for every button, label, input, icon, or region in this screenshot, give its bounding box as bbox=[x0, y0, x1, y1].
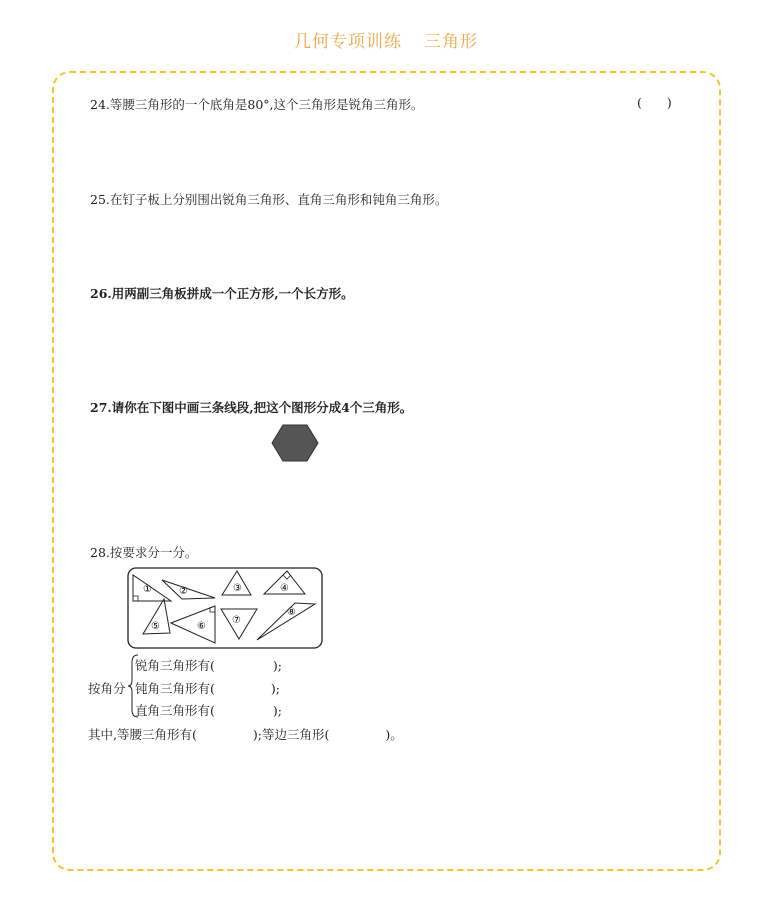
question-24: 24.等腰三角形的一个底角是80°,这个三角形是锐角三角形。 bbox=[90, 97, 424, 112]
page-title bbox=[0, 27, 772, 52]
row-acute-label: 锐角三角形有( bbox=[135, 658, 215, 673]
label-1: ① bbox=[143, 584, 152, 595]
triangle-8 bbox=[257, 603, 315, 640]
row-acute bbox=[135, 656, 282, 674]
row-obtuse bbox=[135, 679, 280, 697]
hexagon-figure[interactable] bbox=[271, 424, 319, 462]
question-27: 27.请你在下图中画三条线段,把这个图形分成4个三角形。 bbox=[90, 400, 413, 415]
row-obtuse-label: 钝角三角形有( bbox=[135, 681, 215, 696]
triangle-2 bbox=[162, 580, 215, 599]
row-right bbox=[135, 701, 282, 719]
label-6: ⑥ bbox=[197, 621, 206, 632]
question-26: 26.用两副三角板拼成一个正方形,一个长方形。 bbox=[90, 286, 354, 301]
triangles-panel bbox=[127, 567, 323, 649]
title-sub: 三角形 bbox=[424, 32, 478, 52]
equilateral-label: );等边三角形( bbox=[252, 727, 330, 742]
question-28: 28.按要求分一分。 bbox=[90, 545, 198, 560]
row-obtuse-close: ); bbox=[270, 681, 280, 696]
question-25: 25.在钉子板上分别围出锐角三角形、直角三角形和钝角三角形。 bbox=[90, 192, 448, 207]
label-7: ⑦ bbox=[232, 615, 241, 626]
label-4: ④ bbox=[280, 583, 289, 594]
final-close: )。 bbox=[385, 727, 403, 742]
label-2: ② bbox=[179, 586, 188, 597]
title-main: 几何专项训练 bbox=[294, 32, 402, 52]
label-5: ⑤ bbox=[151, 621, 160, 632]
isosceles-label: 其中,等腰三角形有( bbox=[88, 727, 197, 742]
triangle-1 bbox=[133, 575, 171, 601]
row-right-label: 直角三角形有( bbox=[135, 703, 215, 718]
label-8: ⑧ bbox=[287, 607, 296, 618]
row-acute-close: ); bbox=[272, 658, 282, 673]
triangle-6 bbox=[171, 606, 215, 643]
category-label: 按角分 bbox=[88, 681, 126, 696]
answer-paren-24[interactable]: ( ) bbox=[637, 95, 672, 110]
label-3: ③ bbox=[233, 583, 242, 594]
row-right-close: ); bbox=[272, 703, 282, 718]
final-line bbox=[88, 725, 403, 743]
